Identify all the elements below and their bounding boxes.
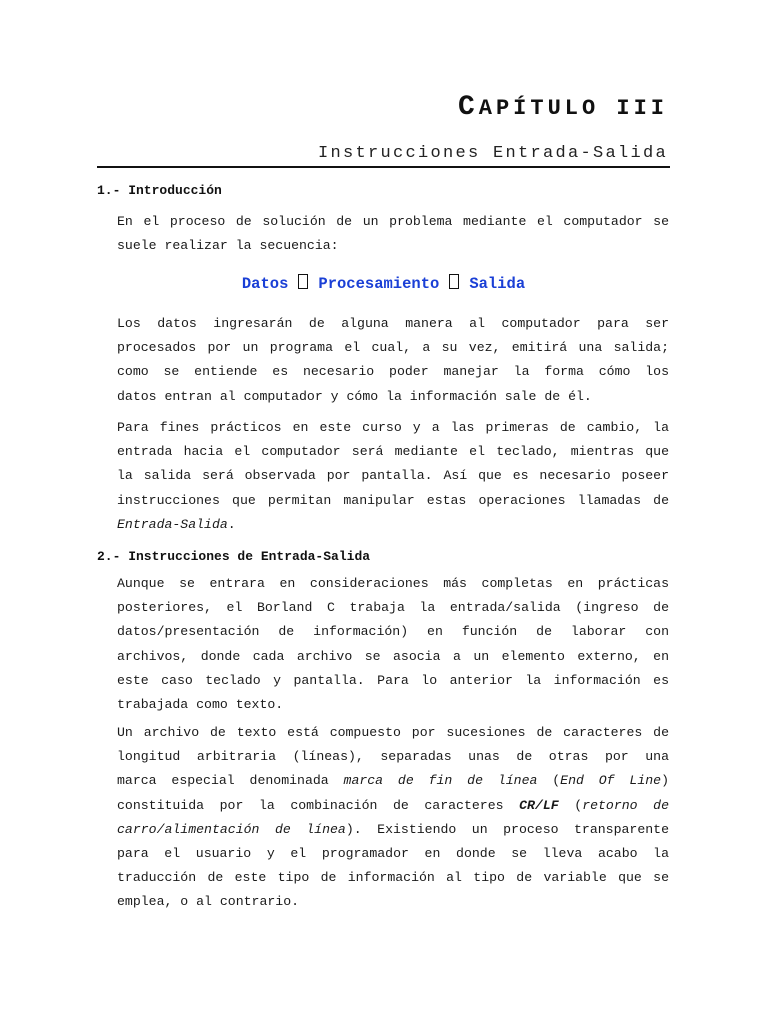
italic-term: marca de fin de línea <box>343 773 538 789</box>
text-line: En el proceso de solución de un problema mediante el computador se <box>117 214 669 229</box>
text-line: datos/presentación de información) en función de laborar con <box>117 624 669 640</box>
text-line: este caso teclado y pantalla. Para lo anterior la información es <box>117 672 669 688</box>
chapter-title-initial: C <box>457 92 479 123</box>
sequence-step-datos: Datos <box>241 275 289 293</box>
italic-term: End Of Line <box>560 773 662 789</box>
text-line: para el usuario y el programador en donde se lleva acabo la <box>117 846 669 862</box>
intro-paragraph-2 <box>117 312 669 409</box>
text-line: Aunque se entrara en consideraciones más completas en prácticas <box>117 576 669 591</box>
arrow-placeholder-icon <box>449 274 459 289</box>
sequence-step-salida: Salida <box>469 275 526 293</box>
text-line <box>117 769 669 793</box>
text-fragment: ( <box>552 773 561 789</box>
text-fragment: ). Existiendo un proceso transparente <box>345 821 669 837</box>
text-line: procesados por un programa el cual, a su vez, emitirá una salida; <box>117 340 669 356</box>
text-line: suele realizar la secuencia: <box>117 238 339 254</box>
chapter-subtitle: Instrucciones Entrada-Salida <box>317 144 668 163</box>
text-line: longitud arbitraria (líneas), separadas unas de otras por una <box>117 749 669 765</box>
chapter-title-rest: APÍTULO III <box>478 96 668 121</box>
section-heading-introduccion: 1.- Introducción <box>97 183 222 198</box>
arrow-placeholder-icon <box>298 274 308 289</box>
text-line: datos entran al computador y cómo la información sale de él. <box>117 388 592 404</box>
text-fragment: marca especial denominada <box>117 773 329 789</box>
chapter-title <box>458 92 668 123</box>
text-line <box>117 513 669 537</box>
text-line: la salida será observada por pantalla. Así que es necesario poseer <box>117 468 669 484</box>
text-line: instrucciones que permitan manipular estas operaciones llamadas de <box>117 492 669 508</box>
intro-paragraph-1 <box>117 210 669 258</box>
text-fragment: ) <box>661 773 669 789</box>
text-line: Los datos ingresarán de alguna manera al computador para ser <box>117 316 669 331</box>
italic-term: carro/alimentación de línea <box>117 821 346 837</box>
text-line: archivos, donde cada archivo se asocia a un elemento externo, en <box>117 648 669 664</box>
text-line: como se entiende es necesario poder manejar la forma cómo los <box>117 364 669 380</box>
io-paragraph-2 <box>117 721 669 915</box>
sequence-diagram <box>97 274 670 293</box>
io-paragraph-1 <box>117 572 669 717</box>
text-line: entrada hacia el computador será mediante el teclado, mientras que <box>117 444 669 460</box>
text-line: trabajada como texto. <box>117 697 284 713</box>
bold-italic-term: CR/LF <box>519 797 559 813</box>
text-line: emplea, o al contrario. <box>117 894 300 910</box>
text-fragment: constituida por la combinación de caracteres <box>117 797 504 813</box>
text-line: Un archivo de texto está compuesto por sucesiones de caracteres de <box>117 725 669 740</box>
text-line: posteriores, el Borland C trabaja la entrada/salida (ingreso de <box>117 600 669 616</box>
text-line <box>117 818 669 842</box>
text-line <box>117 794 669 818</box>
header-divider <box>97 166 670 168</box>
text-line: traducción de este tipo de información al tipo de variable que se <box>117 870 669 886</box>
section-heading-entrada-salida: 2.- Instrucciones de Entrada-Salida <box>97 549 371 564</box>
text-line: Para fines prácticos en este curso y a las primeras de cambio, la <box>117 420 669 435</box>
text-fragment: . <box>227 516 236 532</box>
intro-paragraph-3 <box>117 416 669 537</box>
text-fragment: ( <box>574 797 583 813</box>
italic-term: Entrada-Salida <box>117 516 228 532</box>
sequence-step-procesamiento: Procesamiento <box>318 275 440 293</box>
italic-term: retorno de <box>582 797 669 813</box>
